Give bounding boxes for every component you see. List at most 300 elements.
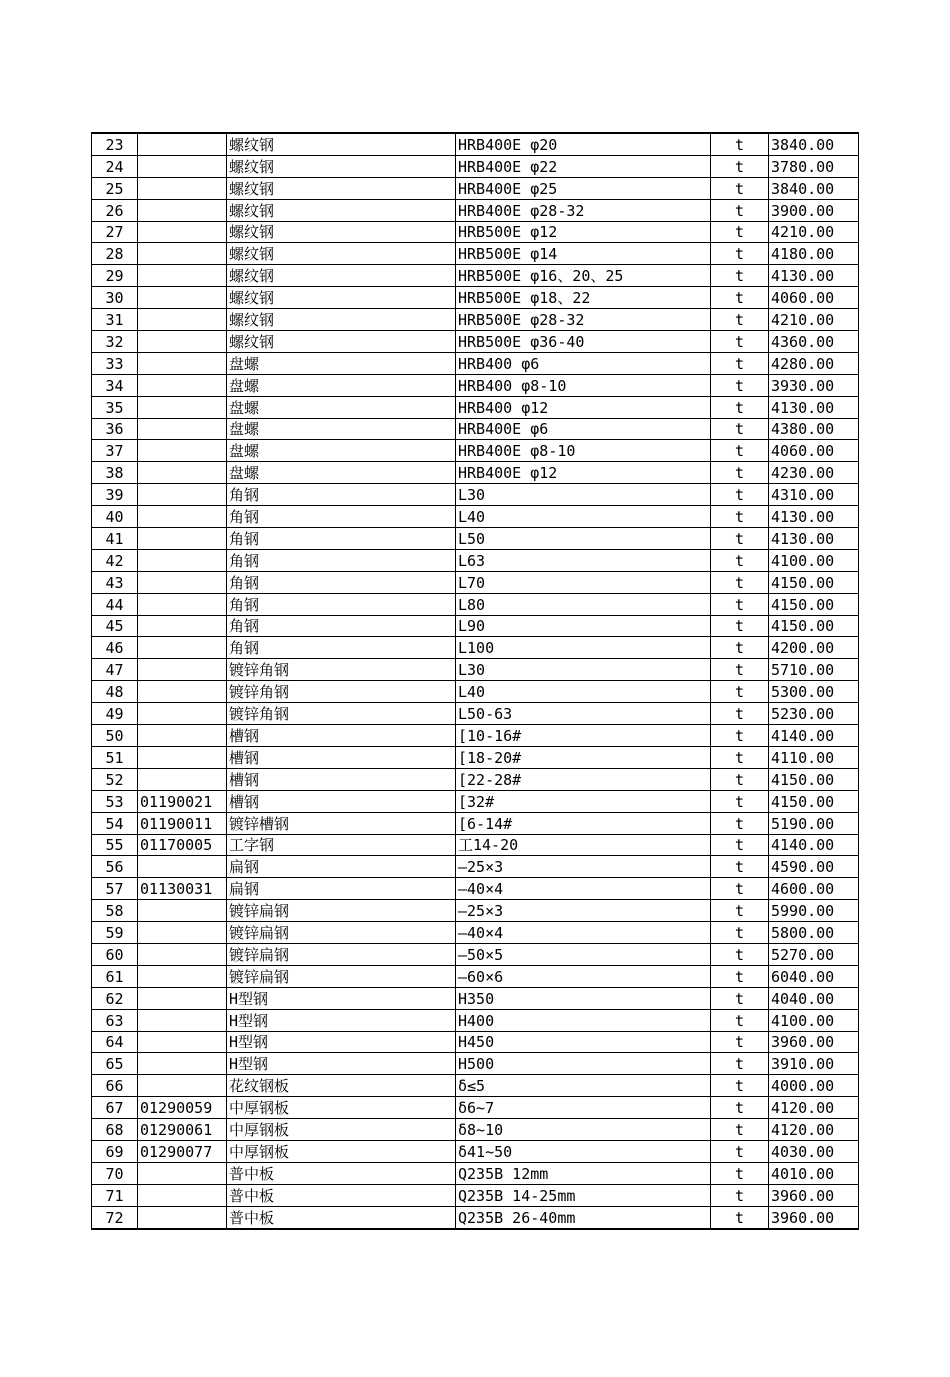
table-row [92,615,859,637]
row-number: 60 [92,943,138,965]
specification: H400 [456,1009,711,1031]
unit-price: 4150.00 [769,790,859,812]
row-number: 44 [92,593,138,615]
unit: t [711,637,769,659]
row-number: 23 [92,133,138,155]
row-number: 63 [92,1009,138,1031]
unit: t [711,703,769,725]
price-table [91,132,859,1230]
material-name: 镀锌扁钢 [227,900,456,922]
table-row [92,1031,859,1053]
material-name: 镀锌角钢 [227,659,456,681]
row-number: 59 [92,922,138,944]
table-row [92,790,859,812]
table-row [92,1206,859,1228]
row-number: 69 [92,1140,138,1162]
material-code [138,571,227,593]
table-row [92,549,859,571]
material-name: 镀锌扁钢 [227,922,456,944]
unit-price: 4600.00 [769,878,859,900]
unit: t [711,1119,769,1141]
unit: t [711,484,769,506]
unit: t [711,681,769,703]
material-code: 01190011 [138,812,227,834]
material-name: 盘螺 [227,462,456,484]
row-number: 51 [92,746,138,768]
row-number: 40 [92,506,138,528]
table-row [92,725,859,747]
material-name: 螺纹钢 [227,287,456,309]
specification: δ≤5 [456,1075,711,1097]
row-number: 33 [92,352,138,374]
unit-price: 5270.00 [769,943,859,965]
unit: t [711,199,769,221]
material-code [138,1075,227,1097]
specification: L90 [456,615,711,637]
table-body [92,133,859,1229]
unit-price: 5300.00 [769,681,859,703]
material-name: 工字钢 [227,834,456,856]
material-code: 01170005 [138,834,227,856]
unit-price: 4230.00 [769,462,859,484]
specification: HRB400E φ22 [456,155,711,177]
unit: t [711,155,769,177]
specification: L100 [456,637,711,659]
table-row [92,1097,859,1119]
material-name: 螺纹钢 [227,265,456,287]
table-row [92,1140,859,1162]
material-code [138,593,227,615]
specification: L30 [456,484,711,506]
unit: t [711,615,769,637]
specification: Q235B 12mm [456,1162,711,1184]
table-row [92,987,859,1009]
material-name: 槽钢 [227,746,456,768]
material-code [138,221,227,243]
row-number: 49 [92,703,138,725]
specification: L30 [456,659,711,681]
unit-price: 6040.00 [769,965,859,987]
specification: —40×4 [456,878,711,900]
specification: Q235B 14-25mm [456,1184,711,1206]
specification: HRB400E φ6 [456,418,711,440]
material-name: 角钢 [227,506,456,528]
table-row [92,528,859,550]
table-row [92,900,859,922]
row-number: 24 [92,155,138,177]
unit: t [711,133,769,155]
unit: t [711,987,769,1009]
specification: HRB500E φ28-32 [456,309,711,331]
material-code [138,549,227,571]
row-number: 52 [92,768,138,790]
row-number: 26 [92,199,138,221]
unit-price: 4100.00 [769,549,859,571]
material-code [138,331,227,353]
specification: δ41~50 [456,1140,711,1162]
row-number: 37 [92,440,138,462]
material-name: 镀锌扁钢 [227,965,456,987]
unit-price: 5190.00 [769,812,859,834]
specification: L50 [456,528,711,550]
table-row [92,1162,859,1184]
table-row [92,484,859,506]
specification: L70 [456,571,711,593]
specification: HRB400E φ20 [456,133,711,155]
unit: t [711,965,769,987]
unit-price: 4210.00 [769,221,859,243]
material-name: H型钢 [227,1031,456,1053]
material-code [138,637,227,659]
table-row [92,265,859,287]
unit-price: 4110.00 [769,746,859,768]
material-code: 01290059 [138,1097,227,1119]
material-name: 槽钢 [227,768,456,790]
unit: t [711,922,769,944]
unit-price: 4030.00 [769,1140,859,1162]
row-number: 53 [92,790,138,812]
specification: HRB500E φ12 [456,221,711,243]
unit-price: 4280.00 [769,352,859,374]
table-row [92,374,859,396]
material-code: 01190021 [138,790,227,812]
unit: t [711,462,769,484]
unit: t [711,768,769,790]
specification: Q235B 26-40mm [456,1206,711,1228]
row-number: 71 [92,1184,138,1206]
unit: t [711,331,769,353]
specification: HRB400E φ8-10 [456,440,711,462]
unit-price: 4130.00 [769,506,859,528]
unit-price: 5230.00 [769,703,859,725]
material-name: 镀锌角钢 [227,681,456,703]
specification: —25×3 [456,900,711,922]
table-row [92,418,859,440]
material-name: 角钢 [227,637,456,659]
unit: t [711,1097,769,1119]
table-row [92,1075,859,1097]
unit-price: 3930.00 [769,374,859,396]
material-name: 螺纹钢 [227,155,456,177]
material-code [138,681,227,703]
table-row [92,659,859,681]
table-row [92,287,859,309]
material-code: 01290061 [138,1119,227,1141]
material-name: 角钢 [227,615,456,637]
unit: t [711,746,769,768]
material-code [138,659,227,681]
unit-price: 4060.00 [769,440,859,462]
unit-price: 3960.00 [769,1184,859,1206]
material-name: 盘螺 [227,440,456,462]
table-row [92,922,859,944]
row-number: 56 [92,856,138,878]
unit: t [711,571,769,593]
table-row [92,856,859,878]
specification: L50-63 [456,703,711,725]
unit: t [711,374,769,396]
specification: HRB500E φ14 [456,243,711,265]
specification: HRB400 φ8-10 [456,374,711,396]
row-number: 35 [92,396,138,418]
unit-price: 4130.00 [769,528,859,550]
unit-price: 3960.00 [769,1206,859,1228]
row-number: 29 [92,265,138,287]
table-row [92,768,859,790]
specification: [6-14# [456,812,711,834]
material-name: 中厚钢板 [227,1140,456,1162]
unit: t [711,177,769,199]
unit-price: 4000.00 [769,1075,859,1097]
table-row [92,177,859,199]
material-code [138,1009,227,1031]
unit: t [711,221,769,243]
material-code [138,287,227,309]
specification: H450 [456,1031,711,1053]
unit-price: 4100.00 [769,1009,859,1031]
material-code [138,1053,227,1075]
material-name: H型钢 [227,1053,456,1075]
specification: [10-16# [456,725,711,747]
specification: HRB500E φ36-40 [456,331,711,353]
unit-price: 4590.00 [769,856,859,878]
specification: [18-20# [456,746,711,768]
specification: [32# [456,790,711,812]
unit-price: 5800.00 [769,922,859,944]
table-row [92,221,859,243]
table-row [92,396,859,418]
row-number: 70 [92,1162,138,1184]
unit-price: 4210.00 [769,309,859,331]
unit: t [711,1053,769,1075]
unit: t [711,506,769,528]
material-name: 花纹钢板 [227,1075,456,1097]
material-code [138,177,227,199]
unit-price: 4180.00 [769,243,859,265]
material-code [138,309,227,331]
material-name: 槽钢 [227,725,456,747]
material-name: 角钢 [227,571,456,593]
row-number: 58 [92,900,138,922]
row-number: 32 [92,331,138,353]
material-name: 螺纹钢 [227,243,456,265]
material-name: 中厚钢板 [227,1119,456,1141]
table-row [92,440,859,462]
row-number: 38 [92,462,138,484]
specification: L40 [456,681,711,703]
material-name: 角钢 [227,528,456,550]
unit: t [711,1075,769,1097]
material-code [138,133,227,155]
material-name: 盘螺 [227,374,456,396]
unit-price: 4150.00 [769,768,859,790]
unit-price: 4010.00 [769,1162,859,1184]
specification: L80 [456,593,711,615]
material-name: 普中板 [227,1206,456,1228]
row-number: 55 [92,834,138,856]
table-row [92,243,859,265]
specification: H500 [456,1053,711,1075]
material-name: 螺纹钢 [227,331,456,353]
material-code [138,1184,227,1206]
material-code [138,1206,227,1228]
table-row [92,571,859,593]
material-name: 角钢 [227,549,456,571]
unit-price: 4150.00 [769,571,859,593]
unit: t [711,440,769,462]
table-row [92,812,859,834]
specification: HRB500E φ16、20、25 [456,265,711,287]
material-code [138,418,227,440]
material-code [138,243,227,265]
material-code [138,922,227,944]
specification: —60×6 [456,965,711,987]
material-name: 槽钢 [227,790,456,812]
material-name: H型钢 [227,1009,456,1031]
material-code [138,900,227,922]
table-row [92,703,859,725]
table-row [92,133,859,155]
unit-price: 4130.00 [769,396,859,418]
unit-price: 3900.00 [769,199,859,221]
specification: δ6~7 [456,1097,711,1119]
material-name: 盘螺 [227,396,456,418]
unit-price: 4120.00 [769,1097,859,1119]
unit-price: 4140.00 [769,834,859,856]
unit: t [711,549,769,571]
row-number: 28 [92,243,138,265]
row-number: 27 [92,221,138,243]
material-name: 螺纹钢 [227,199,456,221]
row-number: 36 [92,418,138,440]
table-row [92,637,859,659]
specification: —50×5 [456,943,711,965]
unit-price: 4130.00 [769,265,859,287]
material-name: 扁钢 [227,856,456,878]
specification: HRB400E φ25 [456,177,711,199]
material-name: 角钢 [227,484,456,506]
material-name: 镀锌槽钢 [227,812,456,834]
unit: t [711,900,769,922]
row-number: 41 [92,528,138,550]
row-number: 68 [92,1119,138,1141]
table-row [92,878,859,900]
table-row [92,309,859,331]
unit-price: 3840.00 [769,177,859,199]
unit: t [711,878,769,900]
row-number: 61 [92,965,138,987]
table-row [92,681,859,703]
row-number: 66 [92,1075,138,1097]
unit: t [711,1162,769,1184]
unit: t [711,287,769,309]
unit-price: 4120.00 [769,1119,859,1141]
material-name: 镀锌扁钢 [227,943,456,965]
unit: t [711,1140,769,1162]
material-code [138,746,227,768]
material-code [138,725,227,747]
specification: H350 [456,987,711,1009]
table-row [92,352,859,374]
unit-price: 4380.00 [769,418,859,440]
row-number: 34 [92,374,138,396]
material-code: 01290077 [138,1140,227,1162]
unit: t [711,943,769,965]
unit-price: 4140.00 [769,725,859,747]
table-row [92,199,859,221]
row-number: 72 [92,1206,138,1228]
table-row [92,1053,859,1075]
table-row [92,462,859,484]
unit-price: 4060.00 [769,287,859,309]
table-row [92,593,859,615]
material-code [138,440,227,462]
table-row [92,331,859,353]
material-name: 镀锌角钢 [227,703,456,725]
specification: —25×3 [456,856,711,878]
table-row [92,1009,859,1031]
table-row [92,1119,859,1141]
unit-price: 4360.00 [769,331,859,353]
row-number: 65 [92,1053,138,1075]
specification: L40 [456,506,711,528]
table-row [92,746,859,768]
unit: t [711,396,769,418]
material-name: 盘螺 [227,352,456,374]
table-row [92,965,859,987]
unit-price: 3960.00 [769,1031,859,1053]
specification: δ8~10 [456,1119,711,1141]
unit: t [711,725,769,747]
row-number: 43 [92,571,138,593]
unit: t [711,352,769,374]
row-number: 42 [92,549,138,571]
unit-price: 3910.00 [769,1053,859,1075]
material-code [138,199,227,221]
material-code [138,703,227,725]
unit-price: 4310.00 [769,484,859,506]
unit: t [711,1031,769,1053]
table-row [92,834,859,856]
row-number: 57 [92,878,138,900]
row-number: 67 [92,1097,138,1119]
material-name: 普中板 [227,1162,456,1184]
unit: t [711,659,769,681]
unit-price: 5990.00 [769,900,859,922]
row-number: 25 [92,177,138,199]
material-code [138,396,227,418]
material-code [138,352,227,374]
material-code [138,1031,227,1053]
row-number: 46 [92,637,138,659]
row-number: 45 [92,615,138,637]
row-number: 62 [92,987,138,1009]
material-code [138,965,227,987]
specification: [22-28# [456,768,711,790]
material-name: 盘螺 [227,418,456,440]
unit-price: 4200.00 [769,637,859,659]
unit: t [711,265,769,287]
material-code [138,484,227,506]
specification: HRB400E φ28-32 [456,199,711,221]
unit: t [711,790,769,812]
material-name: 螺纹钢 [227,177,456,199]
material-code [138,462,227,484]
unit: t [711,1206,769,1228]
unit: t [711,418,769,440]
material-name: 角钢 [227,593,456,615]
specification: 工14-20 [456,834,711,856]
